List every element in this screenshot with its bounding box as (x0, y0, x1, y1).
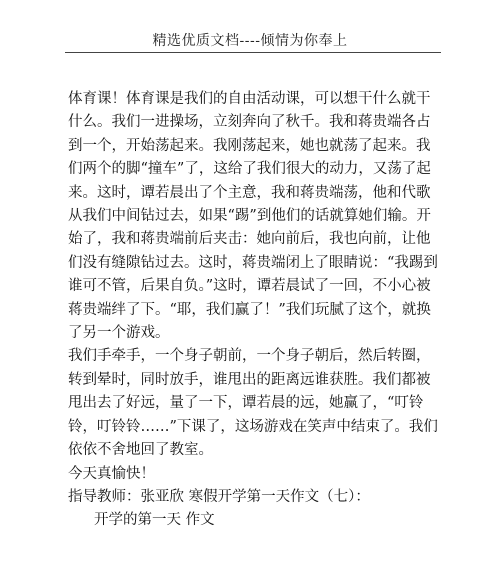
header-divider (65, 52, 441, 53)
essay-title: 开学的第一天 作文 (94, 512, 215, 529)
paragraph: 今天真愉快！ (68, 465, 155, 482)
paragraph: 指导教师：张亚欣 寒假开学第一天作文（七）： (68, 488, 370, 505)
paragraph: 体育课！体育课是我们的自由活动课，可以想干什么就干什么。我们一进操场，立刻奔向了秋千。我和蒋贵端各占到一个，开始荡起来。我刚荡起来，她也就荡了起来。我们两个的脚“撞车”了，这给了我们很大的动力，又荡了起来。这时，谭若晨出了个主意，我和蒋贵端荡，他和代歌从我们中间钻过去，如果“踢”到他们的话就算她们输。开始了，我和蒋贵端前后夹击：她向前后，我也向前，让他们没有缝隙钻过去。这时，蒋贵端闭上了眼睛说：“我踢到谁可不管，后果自负。”这时，谭若晨试了一回，不小心被蒋贵端绊了下。“耶，我们赢了！”我们玩腻了这个，就换了另一个游戏。 (68, 91, 438, 342)
paragraph: 我们手牵手，一个身子朝前，一个身子朝后，然后转圈，转到晕时，同时放手，谁甩出的距离远谁获胜。我们都被甩出去了好远，量了一下，谭若晨的远，她赢了，“叮铃铃，叮铃铃……”下课了，这场游戏在笑声中结束了。我们依依不舍地回了教室。 (68, 348, 438, 459)
document-body (68, 88, 440, 533)
page-header: 精选优质文档----倾情为你奉上 (152, 33, 348, 49)
